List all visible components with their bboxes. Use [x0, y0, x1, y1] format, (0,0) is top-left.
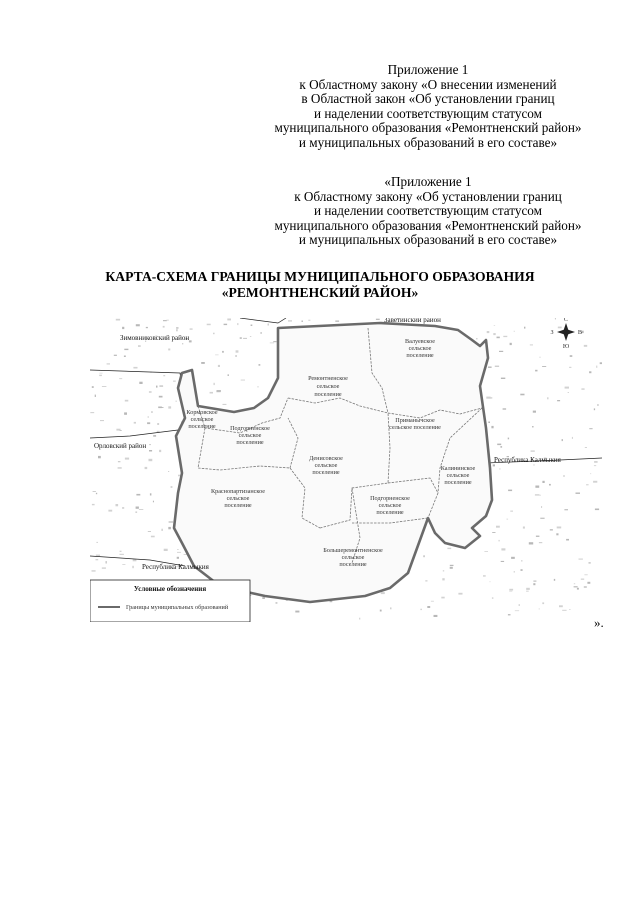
terrain-speck	[600, 362, 602, 364]
terrain-speck	[594, 461, 598, 462]
terrain-speck	[443, 571, 444, 572]
terrain-speck	[376, 319, 380, 320]
terrain-speck	[476, 338, 477, 339]
terrain-speck	[584, 574, 587, 575]
terrain-speck	[163, 320, 167, 321]
appendix-heading: Приложение 1	[387, 62, 469, 77]
terrain-speck	[581, 579, 584, 580]
terrain-speck	[585, 447, 587, 448]
terrain-speck	[189, 340, 192, 342]
terrain-speck	[550, 529, 553, 530]
terrain-speck	[576, 493, 581, 494]
terrain-speck	[521, 569, 523, 571]
terrain-speck	[149, 459, 153, 461]
compass-north: С	[563, 318, 569, 323]
terrain-speck	[215, 355, 219, 356]
terrain-speck	[589, 562, 591, 563]
terrain-speck	[519, 604, 520, 606]
terrain-speck	[176, 329, 178, 331]
terrain-speck	[132, 566, 134, 568]
terrain-speck	[596, 366, 597, 368]
terrain-speck	[270, 343, 274, 344]
terrain-speck	[531, 450, 535, 451]
terrain-speck	[268, 324, 270, 326]
terrain-speck	[156, 386, 158, 388]
terrain-speck	[574, 583, 575, 584]
terrain-speck	[526, 588, 530, 590]
terrain-speck	[92, 386, 94, 388]
terrain-speck	[273, 341, 276, 342]
terrain-speck	[501, 378, 505, 379]
terrain-speck	[511, 557, 515, 559]
terrain-speck	[509, 591, 512, 592]
terrain-speck	[581, 389, 584, 390]
terrain-speck	[489, 582, 490, 583]
terrain-speck	[493, 333, 495, 335]
terrain-speck	[116, 504, 119, 506]
settlement-label-kormovskoe: Кормовское сельское поселение	[186, 409, 218, 430]
terrain-speck	[151, 411, 153, 413]
terrain-speck	[237, 323, 238, 325]
terrain-speck	[217, 390, 221, 392]
terrain-speck	[499, 540, 500, 542]
terrain-speck	[521, 561, 523, 562]
terrain-speck	[497, 337, 500, 339]
terrain-speck	[166, 320, 168, 321]
terrain-speck	[495, 366, 499, 367]
appendix-line: к Областному закону «Об установлении границ	[294, 188, 562, 204]
terrain-speck	[95, 395, 96, 397]
terrain-speck	[100, 420, 104, 421]
terrain-speck	[122, 564, 125, 565]
terrain-speck	[241, 380, 245, 381]
terrain-speck	[136, 507, 139, 509]
terrain-speck	[586, 485, 589, 486]
terrain-speck	[138, 345, 141, 347]
terrain-speck	[434, 615, 438, 617]
terrain-speck	[302, 321, 303, 323]
terrain-speck	[157, 423, 159, 425]
terrain-speck	[125, 458, 129, 460]
terrain-speck	[92, 571, 96, 572]
terrain-speck	[484, 551, 488, 552]
terrain-speck	[594, 465, 596, 466]
terrain-speck	[213, 333, 215, 335]
terrain-speck	[176, 327, 178, 328]
terrain-speck	[496, 526, 500, 528]
compass-east: В	[577, 329, 583, 336]
terrain-speck	[96, 555, 100, 557]
neighbor-label-north: Заветинский район	[384, 318, 441, 324]
terrain-speck	[381, 592, 385, 594]
terrain-speck	[168, 527, 171, 529]
terrain-speck	[177, 549, 178, 550]
terrain-speck	[122, 507, 124, 509]
terrain-speck	[559, 605, 563, 607]
terrain-speck	[139, 382, 142, 384]
settlement-label-podgornenskoe: Подгорненское сельское поселение	[230, 425, 270, 446]
terrain-speck	[201, 362, 205, 364]
terrain-speck	[150, 493, 152, 495]
settlement-label-krasnopartizanskoe: Краснопартизанское сельское поселение	[210, 488, 266, 509]
terrain-speck	[164, 549, 168, 551]
terrain-speck	[541, 506, 542, 508]
terrain-speck	[563, 476, 565, 477]
terrain-speck	[124, 412, 127, 414]
terrain-speck	[492, 532, 495, 533]
terrain-speck	[526, 591, 529, 592]
terrain-speck	[494, 325, 495, 326]
terrain-speck	[139, 509, 143, 510]
terrain-speck	[574, 586, 578, 587]
appendix-line: в Областной закон «Об установлении границ	[301, 91, 555, 107]
terrain-speck	[148, 416, 150, 417]
terrain-speck	[114, 355, 117, 356]
terrain-speck	[569, 367, 571, 368]
terrain-speck	[227, 319, 231, 321]
terrain-speck	[92, 504, 95, 505]
terrain-speck	[228, 374, 230, 376]
terrain-speck	[171, 486, 173, 488]
terrain-speck	[207, 324, 211, 326]
title-line: «РЕМОНТНЕНСКИЙ РАЙОН»	[221, 284, 419, 300]
terrain-speck	[163, 326, 165, 328]
terrain-speck	[515, 610, 519, 611]
terrain-speck	[490, 397, 493, 398]
terrain-speck	[308, 320, 310, 321]
terrain-speck	[507, 519, 509, 520]
terrain-speck	[442, 578, 444, 580]
terrain-speck	[499, 469, 500, 470]
terrain-speck	[501, 561, 504, 562]
terrain-speck	[554, 579, 555, 581]
terrain-speck	[547, 397, 548, 399]
terrain-speck	[146, 327, 148, 328]
appendix-line: и наделении соответствующим статусом	[314, 203, 542, 219]
terrain-speck	[158, 407, 162, 409]
terrain-speck	[566, 539, 569, 541]
map-legend	[90, 580, 250, 622]
terrain-speck	[151, 536, 155, 538]
terrain-speck	[177, 557, 179, 559]
terrain-speck	[159, 385, 163, 387]
terrain-speck	[556, 533, 558, 535]
terrain-speck	[501, 548, 505, 550]
terrain-speck	[240, 337, 242, 339]
terrain-speck	[508, 614, 511, 615]
terrain-speck	[536, 536, 540, 537]
terrain-speck	[133, 367, 137, 369]
terrain-speck	[483, 576, 486, 577]
terrain-speck	[159, 396, 163, 398]
terrain-speck	[102, 567, 106, 568]
terrain-speck	[509, 589, 513, 591]
terrain-speck	[125, 400, 129, 402]
terrain-speck	[99, 375, 102, 376]
terrain-speck	[390, 607, 392, 609]
terrain-speck	[533, 411, 536, 413]
settlement-label-primanychskoe: Приманычское сельское поселение	[389, 417, 441, 431]
terrain-speck	[99, 373, 102, 374]
compass-west: З	[550, 329, 554, 336]
terrain-speck	[488, 367, 492, 368]
terrain-speck	[564, 509, 568, 510]
terrain-speck	[549, 484, 551, 486]
terrain-speck	[169, 521, 174, 523]
terrain-speck	[120, 430, 122, 431]
neighbor-label-southwest: Республика Калмыкия	[142, 563, 209, 571]
terrain-speck	[214, 383, 215, 385]
appendix-line: и муниципальных образований в его составе»	[298, 232, 558, 248]
terrain-speck	[579, 559, 583, 560]
terrain-speck	[163, 375, 165, 376]
terrain-speck	[235, 355, 236, 357]
terrain-speck	[427, 606, 430, 608]
settlement-label-podgornoe: Подгорненское сельское поселение	[370, 495, 410, 516]
appendix-line: муниципального образования «Ремонтненский район»	[274, 120, 582, 136]
terrain-speck	[96, 493, 97, 494]
terrain-speck	[260, 332, 262, 334]
terrain-speck	[119, 378, 122, 379]
terrain-speck	[589, 428, 592, 429]
terrain-speck	[577, 588, 579, 590]
terrain-speck	[190, 329, 193, 330]
terrain-speck	[257, 386, 259, 387]
terrain-speck	[118, 461, 121, 462]
page-title	[0, 269, 640, 300]
terrain-speck	[570, 355, 573, 357]
terrain-speck	[124, 349, 128, 350]
terrain-speck	[335, 321, 339, 322]
terrain-speck	[223, 404, 227, 405]
terrain-speck	[447, 548, 451, 549]
terrain-speck	[210, 392, 213, 394]
neighbor-label-northwest: Зимовниковский район	[120, 334, 190, 342]
terrain-speck	[542, 602, 544, 604]
terrain-speck	[514, 331, 515, 332]
terrain-speck	[153, 501, 154, 503]
neighbor-label-west: Орловский район	[94, 442, 147, 450]
terrain-speck	[594, 408, 595, 410]
terrain-speck	[565, 387, 569, 389]
terrain-speck	[539, 542, 542, 543]
terrain-speck	[540, 518, 544, 519]
appendix-line: и муниципальных образований в его составе»	[298, 134, 558, 150]
terrain-speck	[276, 602, 278, 603]
terrain-speck	[218, 365, 220, 367]
terrain-speck	[542, 481, 544, 483]
terrain-speck	[153, 435, 156, 437]
terrain-speck	[533, 583, 535, 585]
terrain-speck	[135, 511, 137, 513]
appendix-line: к Областному закону «О внесении изменений	[299, 76, 557, 92]
terrain-speck	[569, 609, 571, 610]
terrain-speck	[243, 338, 247, 339]
terrain-speck	[108, 510, 112, 512]
terrain-speck	[493, 464, 495, 466]
terrain-speck	[295, 611, 299, 613]
terrain-speck	[124, 356, 126, 358]
terrain-speck	[182, 343, 183, 344]
terrain-speck	[423, 555, 424, 557]
terrain-speck	[149, 391, 152, 393]
terrain-speck	[116, 319, 120, 321]
appendix-heading: «Приложение 1	[384, 174, 472, 189]
settlement-label-remontnenskoe: Ремонтненское сельское поселение	[308, 375, 348, 398]
terrain-speck	[450, 565, 454, 566]
terrain-speck	[431, 601, 434, 602]
terrain-speck	[98, 456, 101, 458]
terrain-speck	[584, 586, 587, 588]
terrain-speck	[90, 412, 94, 413]
terrain-speck	[259, 364, 261, 366]
terrain-speck	[510, 511, 513, 512]
terrain-speck	[503, 408, 507, 409]
terrain-speck	[136, 494, 140, 496]
terrain-speck	[533, 465, 535, 466]
terrain-speck	[597, 404, 598, 406]
terrain-speck	[106, 561, 107, 563]
terrain-speck	[523, 527, 525, 529]
terrain-speck	[236, 350, 239, 352]
compass-rose	[550, 318, 582, 350]
terrain-speck	[557, 527, 562, 529]
terrain-speck	[532, 426, 534, 427]
settlement-label-kalininskoe: Калининское сельское поселение	[440, 465, 476, 486]
terrain-speck	[168, 349, 170, 351]
terrain-speck	[107, 363, 110, 364]
terrain-speck	[136, 324, 140, 326]
terrain-speck	[120, 554, 124, 555]
terrain-speck	[102, 386, 107, 387]
terrain-speck	[492, 598, 494, 599]
terrain-speck	[535, 370, 537, 372]
terrain-speck	[96, 559, 99, 560]
terrain-speck	[168, 471, 169, 472]
terrain-speck	[458, 593, 462, 595]
terrain-speck	[497, 444, 501, 446]
neighbor-label-east: Республика Калмыкия	[494, 456, 561, 464]
terrain-speck	[147, 422, 150, 424]
terrain-speck	[533, 580, 536, 582]
terrain-speck	[149, 450, 152, 452]
terrain-speck	[288, 320, 292, 321]
district-map	[90, 318, 602, 622]
terrain-speck	[535, 486, 539, 488]
terrain-speck	[555, 318, 556, 319]
terrain-speck	[120, 551, 122, 552]
legend-title: Условные обозначения	[133, 585, 207, 593]
terrain-speck	[562, 610, 566, 611]
terrain-speck	[520, 394, 524, 396]
terrain-speck	[542, 366, 546, 367]
terrain-speck	[118, 467, 122, 469]
terrain-speck	[250, 336, 251, 337]
terrain-speck	[161, 529, 163, 531]
terrain-speck	[572, 437, 573, 439]
terrain-speck	[558, 327, 562, 329]
appendix-line: и наделении соответствующим статусом	[314, 105, 542, 121]
appendix-line: муниципального образования «Ремонтненский район»	[274, 217, 582, 233]
terrain-speck	[539, 357, 541, 358]
terrain-speck	[488, 422, 490, 424]
terrain-speck	[145, 467, 148, 469]
terrain-speck	[122, 327, 124, 329]
terrain-speck	[593, 481, 597, 483]
terrain-speck	[584, 345, 587, 347]
terrain-speck	[441, 597, 444, 599]
terrain-speck	[499, 351, 503, 352]
terrain-speck	[168, 406, 171, 408]
terrain-speck	[222, 351, 224, 353]
terrain-speck	[562, 439, 563, 441]
settlement-label-bolshe: Большеремонтненское сельское поселение	[323, 547, 383, 568]
terrain-speck	[535, 494, 540, 495]
terrain-speck	[450, 567, 453, 569]
settlement-label-denisovskoe: Денисовское сельское поселение	[309, 455, 343, 476]
compass-south: Ю	[562, 343, 570, 350]
terrain-speck	[557, 400, 560, 401]
settlement-label-valuevskoe: Валуевское сельское поселение	[404, 338, 436, 359]
terrain-speck	[514, 571, 515, 573]
terrain-speck	[524, 327, 525, 329]
terrain-speck	[590, 473, 591, 474]
terrain-speck	[425, 580, 427, 581]
terrain-speck	[508, 490, 512, 492]
legend-item: Границы муниципальных образований	[126, 604, 229, 611]
terrain-speck	[530, 344, 533, 345]
terrain-speck	[510, 343, 512, 345]
title-line: КАРТА-СХЕМА ГРАНИЦЫ МУНИЦИПАЛЬНОГО ОБРАЗОВАНИЯ	[105, 269, 535, 284]
terrain-speck	[420, 609, 422, 610]
terrain-speck	[262, 597, 265, 599]
terrain-speck	[148, 531, 151, 532]
terrain-speck	[568, 392, 569, 393]
terrain-speck	[173, 381, 176, 382]
terrain-speck	[251, 325, 253, 327]
terrain-speck	[503, 336, 507, 337]
terrain-speck	[587, 582, 590, 584]
terrain-speck	[359, 618, 360, 620]
terrain-speck	[93, 491, 96, 492]
appendix-original-block	[263, 175, 593, 248]
terrain-speck	[508, 438, 509, 440]
terrain-speck	[595, 509, 599, 511]
terrain-speck	[487, 331, 490, 333]
terrain-speck	[149, 444, 151, 445]
closing-quote: ».	[594, 615, 604, 630]
terrain-speck	[175, 401, 177, 402]
terrain-speck	[529, 542, 533, 544]
terrain-speck	[97, 542, 98, 543]
appendix-current-block	[263, 63, 593, 151]
terrain-speck	[491, 426, 493, 428]
terrain-speck	[159, 450, 161, 452]
terrain-speck	[500, 446, 502, 448]
terrain-speck	[380, 610, 382, 612]
terrain-speck	[224, 324, 228, 325]
terrain-speck	[589, 371, 591, 373]
terrain-speck	[539, 609, 540, 610]
terrain-speck	[134, 422, 136, 424]
terrain-speck	[177, 552, 181, 553]
